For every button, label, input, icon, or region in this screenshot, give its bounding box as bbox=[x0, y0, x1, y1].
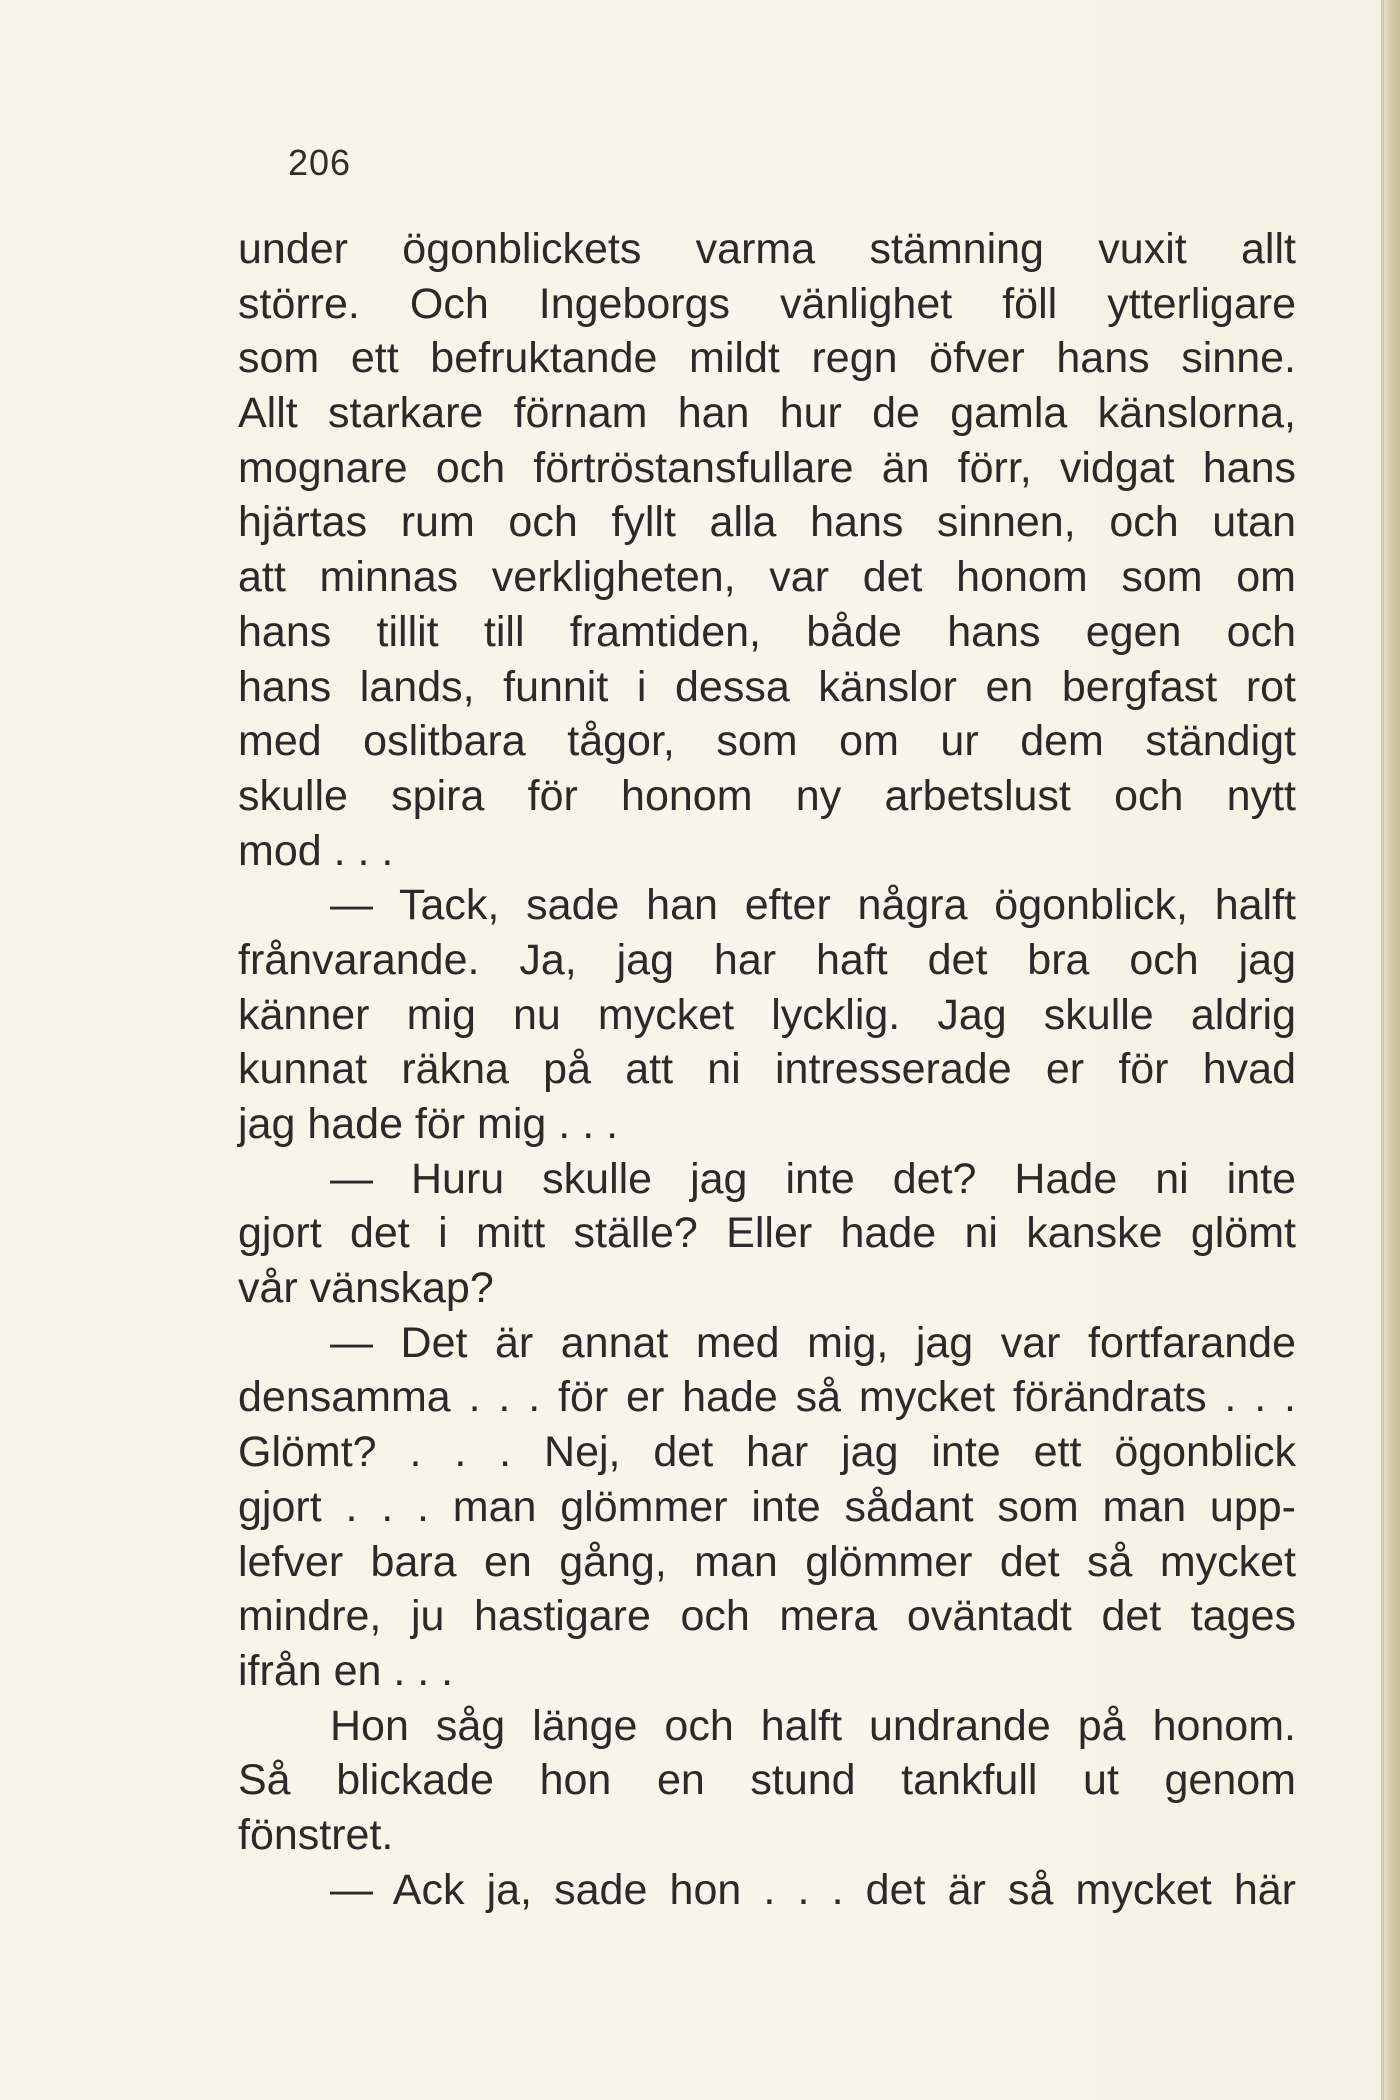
text-line: känner mig nu mycket lycklig. Jag skulle aldrig bbox=[238, 990, 1296, 1039]
text-line: att minnas verkligheten, var det honom som om bbox=[238, 553, 1296, 602]
text-line: — Ack ja, sade hon . . . det är så mycket här bbox=[330, 1865, 1296, 1914]
text-line: Så blickade hon en stund tankfull ut genom bbox=[238, 1756, 1296, 1805]
text-line: — Huru skulle jag inte det? Hade ni inte bbox=[330, 1154, 1296, 1203]
text-line: mindre, ju hastigare och mera oväntadt det tages bbox=[238, 1592, 1296, 1641]
text-line: under ögonblickets varma stämning vuxit allt bbox=[238, 225, 1296, 273]
text-line: mod . . . bbox=[238, 826, 394, 875]
text-line: hans tillit till framtiden, både hans egen och bbox=[238, 607, 1296, 656]
text-line: jag hade för mig . . . bbox=[238, 1100, 619, 1148]
text-line: hans lands, funnit i dessa känslor en bergfast rot bbox=[238, 662, 1296, 711]
text-line: gjort det i mitt ställe? Eller hade ni kanske glömt bbox=[238, 1209, 1296, 1258]
text-line: Glömt? . . . Nej, det har jag inte ett ögonblick bbox=[238, 1428, 1296, 1477]
text-line: som ett befruktande mildt regn öfver hans sinne. bbox=[238, 334, 1296, 383]
text-line: frånvarande. Ja, jag har haft det bra och jag bbox=[238, 935, 1296, 984]
text-line: fönstret. bbox=[238, 1810, 394, 1859]
page-edge bbox=[1384, 0, 1400, 2100]
text-line: — Det är annat med mig, jag var fortfarande bbox=[330, 1318, 1296, 1367]
text-line: Hon såg länge och halft undrande på honom. bbox=[330, 1701, 1296, 1750]
text-line: kunnat räkna på att ni intresserade er för hvad bbox=[238, 1045, 1296, 1094]
text-line: mognare och förtröstansfullare än förr, vidgat hans bbox=[238, 443, 1296, 492]
page-number: 206 bbox=[288, 142, 352, 183]
text-line: densamma . . . för er hade så mycket förändrats . . . bbox=[238, 1373, 1296, 1422]
text-line: ifrån en . . . bbox=[238, 1646, 454, 1695]
text-line: gjort . . . man glömmer inte sådant som man upp- bbox=[238, 1482, 1296, 1531]
text-line: med oslitbara tågor, som om ur dem ständigt bbox=[238, 717, 1296, 766]
text-line: skulle spira för honom ny arbetslust och nytt bbox=[238, 771, 1296, 820]
body-text bbox=[238, 222, 1296, 1917]
text-line: vår vänskap? bbox=[238, 1264, 494, 1313]
text-line: större. Och Ingeborgs vänlighet föll ytterligare bbox=[238, 279, 1296, 328]
text-line: Allt starkare förnam han hur de gamla känslorna, bbox=[238, 389, 1296, 438]
text-line: lefver bara en gång, man glömmer det så mycket bbox=[238, 1537, 1296, 1586]
text-line: hjärtas rum och fyllt alla hans sinnen, och utan bbox=[238, 498, 1296, 547]
text-line: — Tack, sade han efter några ögonblick, halft bbox=[330, 881, 1296, 930]
